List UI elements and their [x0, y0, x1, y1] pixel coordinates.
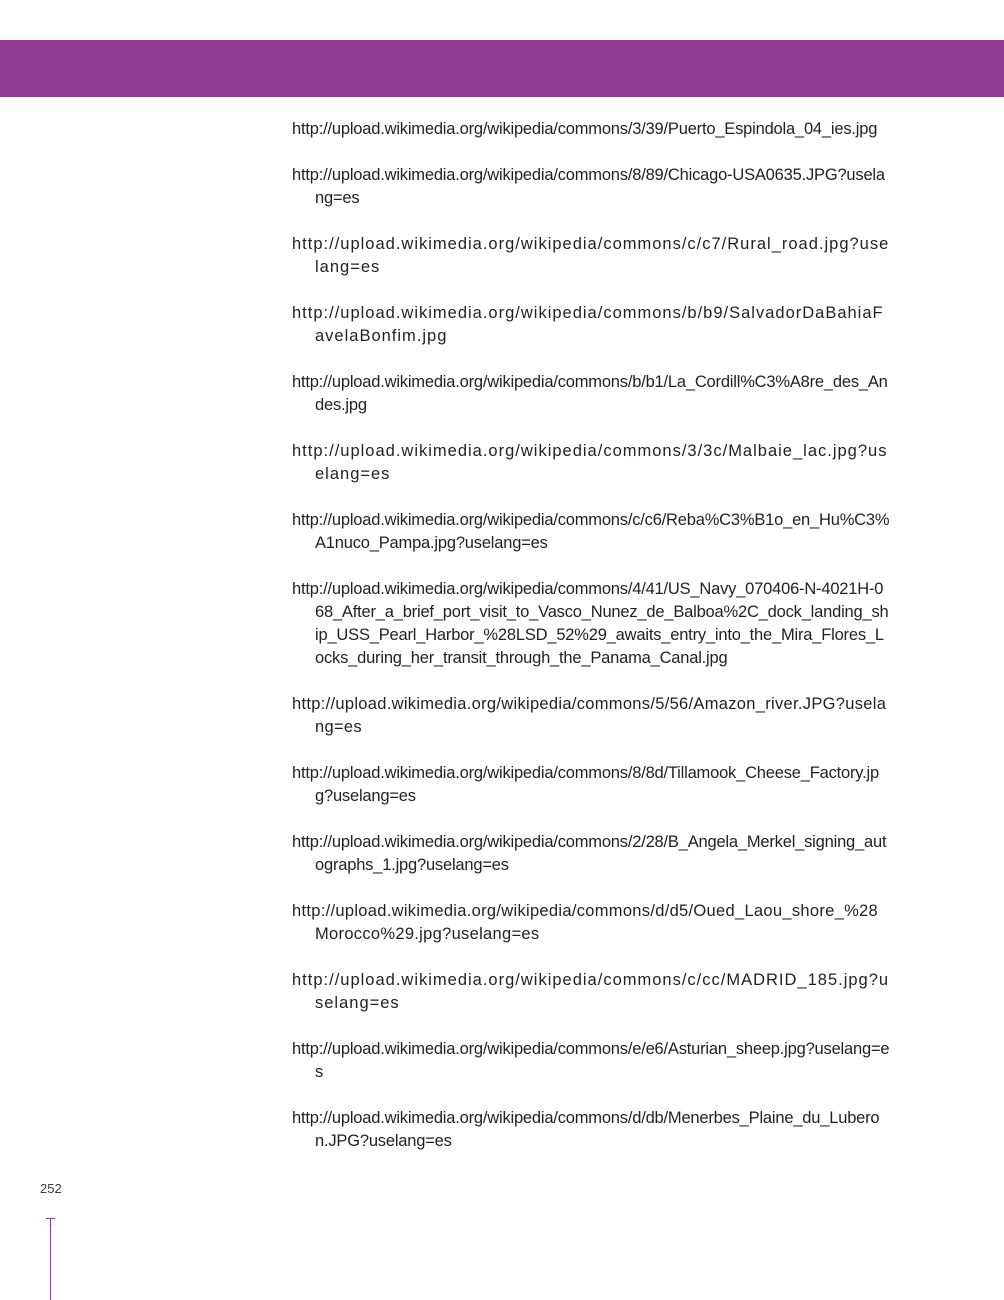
reference-url: http://upload.wikimedia.org/wikipedia/commons/2/28/B_Angela_Merkel_signing_autographs_1.jpg?uselang=es [292, 833, 887, 874]
reference-url: http://upload.wikimedia.org/wikipedia/commons/3/39/Puerto_Espindola_04_ies.jpg [292, 120, 878, 138]
reference-url: http://upload.wikimedia.org/wikipedia/commons/d/d5/Oued_Laou_shore_%28Morocco%29.jpg?uselang=es [292, 902, 879, 943]
reference-url: http://upload.wikimedia.org/wikipedia/commons/e/e6/Asturian_sheep.jpg?uselang=es [292, 1040, 890, 1081]
header-band [0, 40, 1004, 97]
reference-url: http://upload.wikimedia.org/wikipedia/commons/5/56/Amazon_river.JPG?uselang=es [292, 695, 887, 736]
reference-url: http://upload.wikimedia.org/wikipedia/commons/3/3c/Malbaie_lac.jpg?uselang=es [292, 442, 888, 483]
reference-url: http://upload.wikimedia.org/wikipedia/commons/8/89/Chicago-USA0635.JPG?uselang=es [292, 166, 885, 207]
reference-url: http://upload.wikimedia.org/wikipedia/commons/b/b1/La_Cordill%C3%A8re_des_Andes.jpg [292, 373, 888, 414]
reference-url: http://upload.wikimedia.org/wikipedia/commons/4/41/US_Navy_070406-N-4021H-068_After_a_brief_port_visit_to_Vasco_Nunez_de_Balboa%2C_dock_landing_ship_USS_Pearl_Harbor_%28LSD_52%29_awaits_entry_into_the_Mira_Flores_Locks_during_her_transit_through_the_Panama_Canal.jpg [292, 580, 889, 667]
reference-list [292, 118, 890, 1176]
reference-url: http://upload.wikimedia.org/wikipedia/commons/c/c7/Rural_road.jpg?uselang=es [292, 235, 890, 276]
reference-url: http://upload.wikimedia.org/wikipedia/commons/8/8d/Tillamook_Cheese_Factory.jpg?uselang=es [292, 764, 879, 805]
reference-url: http://upload.wikimedia.org/wikipedia/commons/b/b9/SalvadorDaBahiaFavelaBonfim.jpg [292, 304, 884, 345]
margin-rule [50, 1219, 51, 1300]
reference-url: http://upload.wikimedia.org/wikipedia/commons/d/db/Menerbes_Plaine_du_Luberon.JPG?uselang=es [292, 1109, 880, 1150]
reference-url: http://upload.wikimedia.org/wikipedia/commons/c/cc/MADRID_185.jpg?uselang=es [292, 971, 890, 1012]
reference-url: http://upload.wikimedia.org/wikipedia/commons/c/c6/Reba%C3%B1o_en_Hu%C3%A1nuco_Pampa.jpg?uselang=es [292, 511, 890, 552]
page-number: 252 [40, 1181, 62, 1196]
